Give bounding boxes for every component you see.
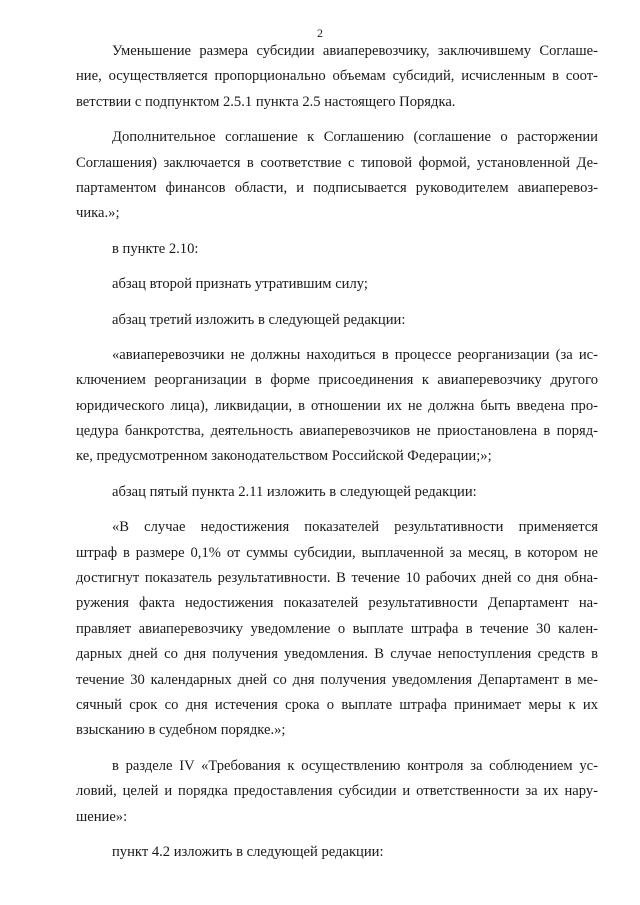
paragraph-point-4-2-intro [76, 840, 598, 865]
paragraph-line: ключением реорганизации в форме присоединения к авиаперевозчику другого [76, 372, 598, 389]
paragraph-line: Дополнительное соглашение к Соглашению (соглашение о расторжении [112, 129, 598, 146]
paragraph-line: партаментом финансов области, и подписывается руководителем авиаперевоз- [76, 179, 598, 196]
paragraph-penalty-clause [76, 515, 598, 744]
paragraph-third-clause-intro [76, 308, 598, 333]
page-number: 2 [317, 26, 323, 40]
paragraph-line: чика.»; [76, 205, 120, 222]
paragraph-line: ние, осуществляется пропорционально объемам субсидий, исчисленным в соот- [76, 68, 598, 85]
paragraph-line: юридического лица), ликвидации, в отношении их не должна быть введена про- [76, 397, 598, 414]
paragraph-line: Соглашения) заключается в соответствие с типовой формой, установленной Де- [76, 154, 598, 171]
paragraph-section-iv [76, 754, 598, 830]
paragraph-additional-agreement [76, 125, 598, 227]
paragraph-line: цедура банкротства, деятельность авиаперевозчиков не приостановлена в поряд- [76, 423, 598, 440]
paragraph-line: абзац третий изложить в следующей редакции: [112, 311, 406, 328]
paragraph-line: «В случае недостижения показателей результативности применяется [112, 519, 598, 536]
paragraph-line: сячный срок со дня истечения срока о выплате штрафа принимает меры к их [76, 696, 598, 713]
paragraph-line: ветствии с подпунктом 2.5.1 пункта 2.5 настоящего Порядка. [76, 93, 456, 110]
paragraph-line: ружения факта недостижения показателей результативности Департамент на- [76, 595, 598, 612]
paragraph-line: достигнут показатель результативности. В течение 10 рабочих дней со дня обна- [76, 570, 598, 587]
paragraph-reorganization-clause [76, 343, 598, 470]
paragraph-line: дарных дней со дня получения уведомления. В случае непоступления средств в [76, 646, 598, 663]
paragraph-line: в пункте 2.10: [112, 240, 199, 257]
paragraph-line: «авиаперевозчики не должны находиться в процессе реорганизации (за ис- [112, 346, 598, 363]
paragraph-second-clause-void [76, 272, 598, 297]
paragraph-subsidy-reduction [76, 39, 598, 115]
paragraph-line: пункт 4.2 изложить в следующей редакции: [112, 843, 384, 860]
paragraph-line: правляет авиаперевозчику уведомление о выплате штрафа в течение 30 кален- [76, 620, 598, 637]
paragraph-line: шение»: [76, 808, 128, 825]
paragraph-line: ке, предусмотренном законодательством Российской Федерации;»; [76, 448, 492, 465]
paragraph-line: Уменьшение размера субсидии авиаперевозчику, заключившему Соглаше- [112, 43, 598, 59]
paragraph-point-2-11-intro [76, 480, 598, 505]
paragraph-line: взысканию в судебном порядке.»; [76, 722, 286, 739]
paragraph-line: штраф в размере 0,1% от суммы субсидии, выплаченной за месяц, в котором не [76, 544, 598, 561]
paragraph-point-2-10 [76, 237, 598, 262]
paragraph-line: в разделе IV «Требования к осуществлению контроля за соблюдением ус- [112, 757, 598, 774]
paragraph-line: абзац второй признать утратившим силу; [112, 276, 368, 293]
paragraph-line: ловий, целей и порядка предоставления субсидии и ответственности за их нару- [76, 783, 598, 800]
paragraph-line: течение 30 календарных дней со дня получения уведомления Департамент в ме- [76, 671, 598, 688]
document-body [76, 39, 598, 865]
paragraph-line: абзац пятый пункта 2.11 изложить в следующей редакции: [112, 483, 477, 500]
